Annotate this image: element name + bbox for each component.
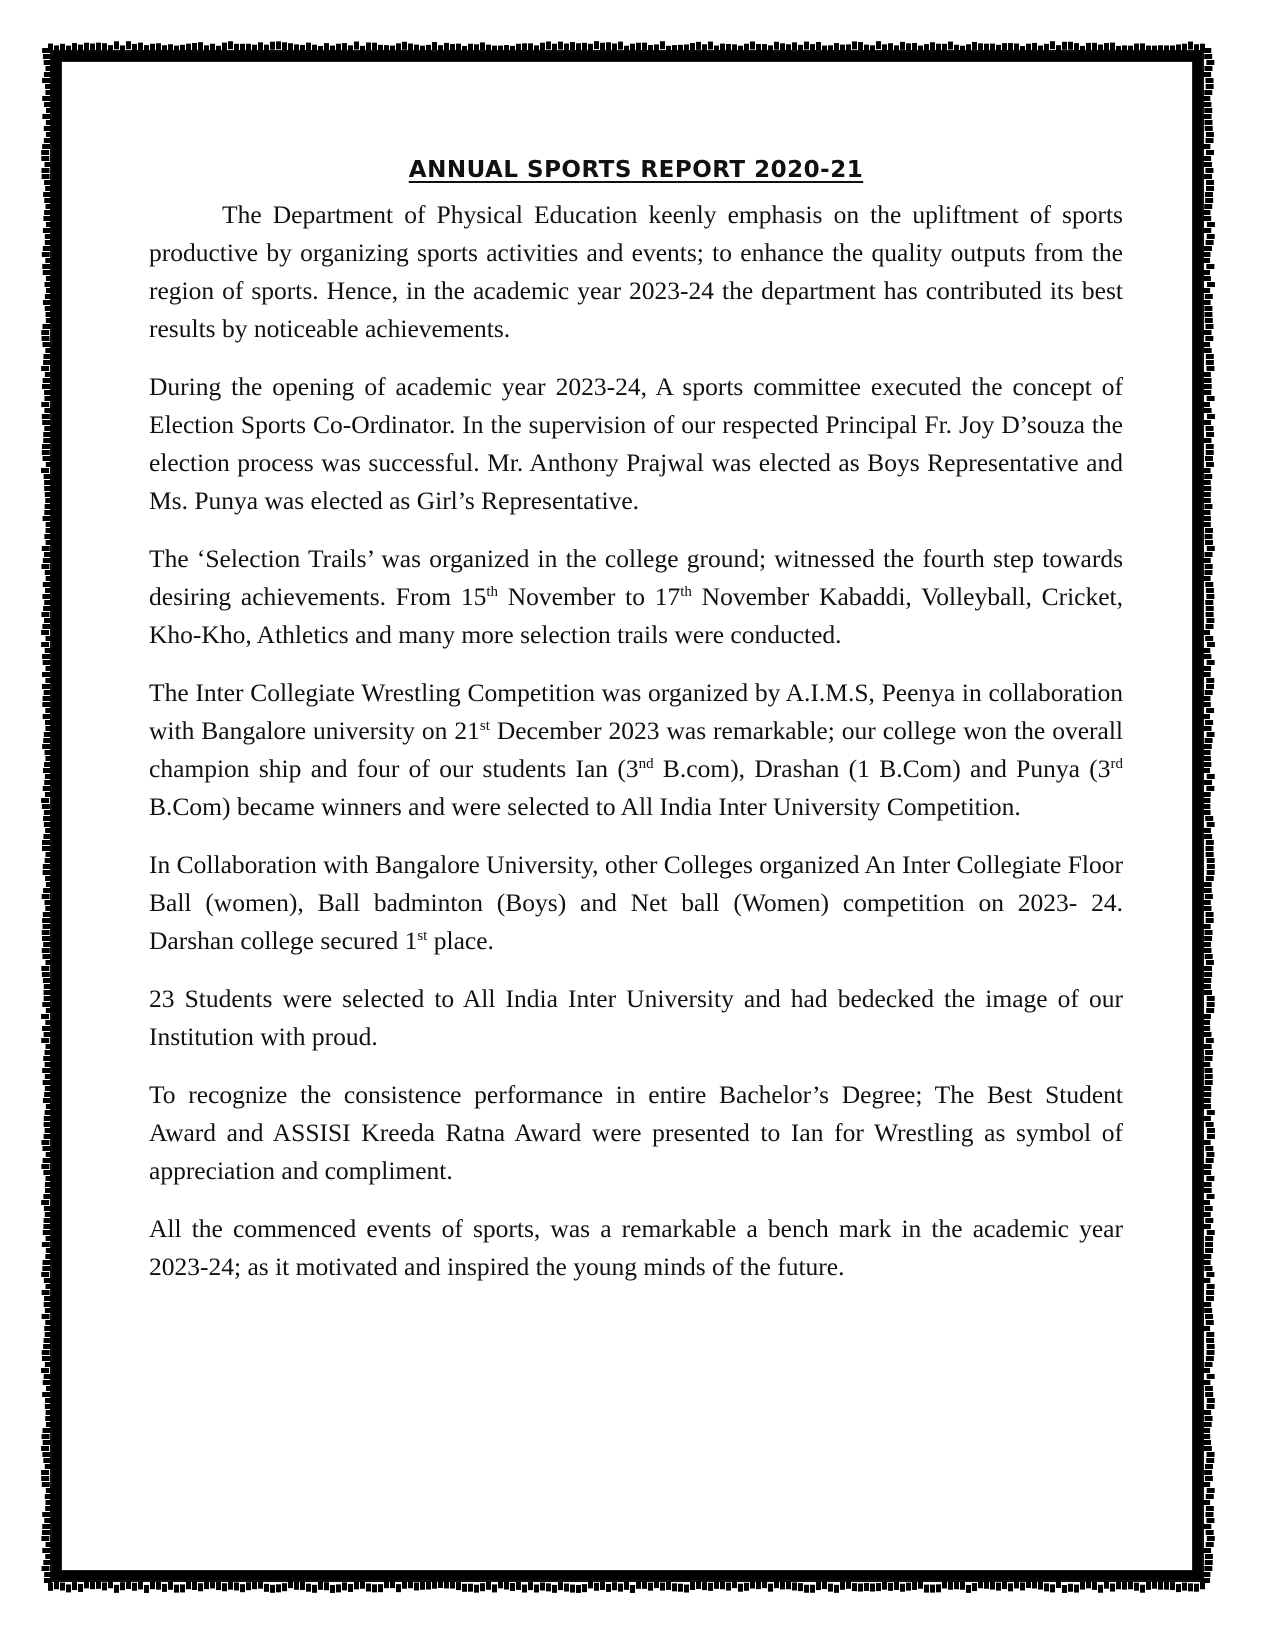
paragraph-text: B.com), Drashan (1 B.Com) and Punya (3 bbox=[653, 754, 1111, 783]
paragraph-text: To recognize the consistence performance in entire Bachelor’s Degree; The Best Student Award and ASSISI Kreeda Ratna Award were presented to Ian for Wrestling as symbol of appreciation and compliment. bbox=[149, 1080, 1123, 1185]
paragraph-text: In Collaboration with Bangalore University, other Colleges organized An Inter Collegiate Floor Ball (women), Ball badminton (Boys) and Net ball (Women) competition on 2023- 24. Darshan college secured 1 bbox=[149, 850, 1123, 955]
paragraph-text: B.Com) became winners and were selected to All India Inter University Competition. bbox=[149, 792, 1021, 821]
paragraph-intro bbox=[149, 196, 1123, 348]
paragraph-text: November Kabaddi, Volleyball, Cricket, Kho-Kho, Athletics and many more selection trails were conducted. bbox=[149, 582, 1124, 649]
paragraph-election bbox=[149, 368, 1123, 520]
paragraph-text: place. bbox=[427, 926, 494, 955]
report-title: ANNUAL SPORTS REPORT 2020-21 bbox=[408, 157, 864, 183]
paragraph-text: The Department of Physical Education keenly emphasis on the upliftment of sports productive by organizing sports activities and events; to enhance the quality outputs from the region of sports. Hence, in the academic year 2023-24 the department has contributed its best results by noticeable achievements. bbox=[149, 200, 1123, 343]
paragraph-awards bbox=[149, 1076, 1123, 1190]
paragraph-text: November to 17 bbox=[498, 582, 681, 611]
paragraph-text: During the opening of academic year 2023-24, A sports committee executed the concept of Election Sports Co-Ordinator. In the supervision of our respected Principal Fr. Joy D’souza the election process was successful. Mr. Anthony Prajwal was elected as Boys Representative and Ms. Punya was elected as Girl’s Representative. bbox=[149, 372, 1123, 515]
report-body bbox=[149, 150, 1123, 1306]
ordinal-suffix: th bbox=[486, 584, 498, 600]
paragraph-text: December 2023 was remarkable; our college won the overall champion ship and four of our students Ian (3 bbox=[149, 716, 1123, 783]
ordinal-suffix: th bbox=[680, 584, 692, 600]
paragraph-text: The Inter Collegiate Wrestling Competition was organized by A.I.M.S, Peenya in collaboration with Bangalore university on 21 bbox=[149, 678, 1123, 745]
paragraph-selected-students bbox=[149, 980, 1123, 1056]
paragraph-collaboration bbox=[149, 846, 1123, 960]
paragraph-selection-trails bbox=[149, 540, 1123, 654]
ordinal-suffix: st bbox=[417, 928, 428, 944]
ordinal-suffix: rd bbox=[1110, 756, 1123, 772]
paragraph-text: All the commenced events of sports, was a remarkable a bench mark in the academic year 2023-24; as it motivated and inspired the young minds of the future. bbox=[149, 1214, 1123, 1281]
ordinal-suffix: nd bbox=[638, 756, 654, 772]
paragraph-text: 23 Students were selected to All India Inter University and had bedecked the image of our Institution with proud. bbox=[149, 984, 1123, 1051]
paragraph-wrestling bbox=[149, 674, 1123, 826]
paragraph-text: The ‘Selection Trails’ was organized in the college ground; witnessed the fourth step towards desiring achievements. From 15 bbox=[149, 544, 1123, 611]
ordinal-suffix: st bbox=[479, 718, 490, 734]
paragraph-conclusion bbox=[149, 1210, 1123, 1286]
